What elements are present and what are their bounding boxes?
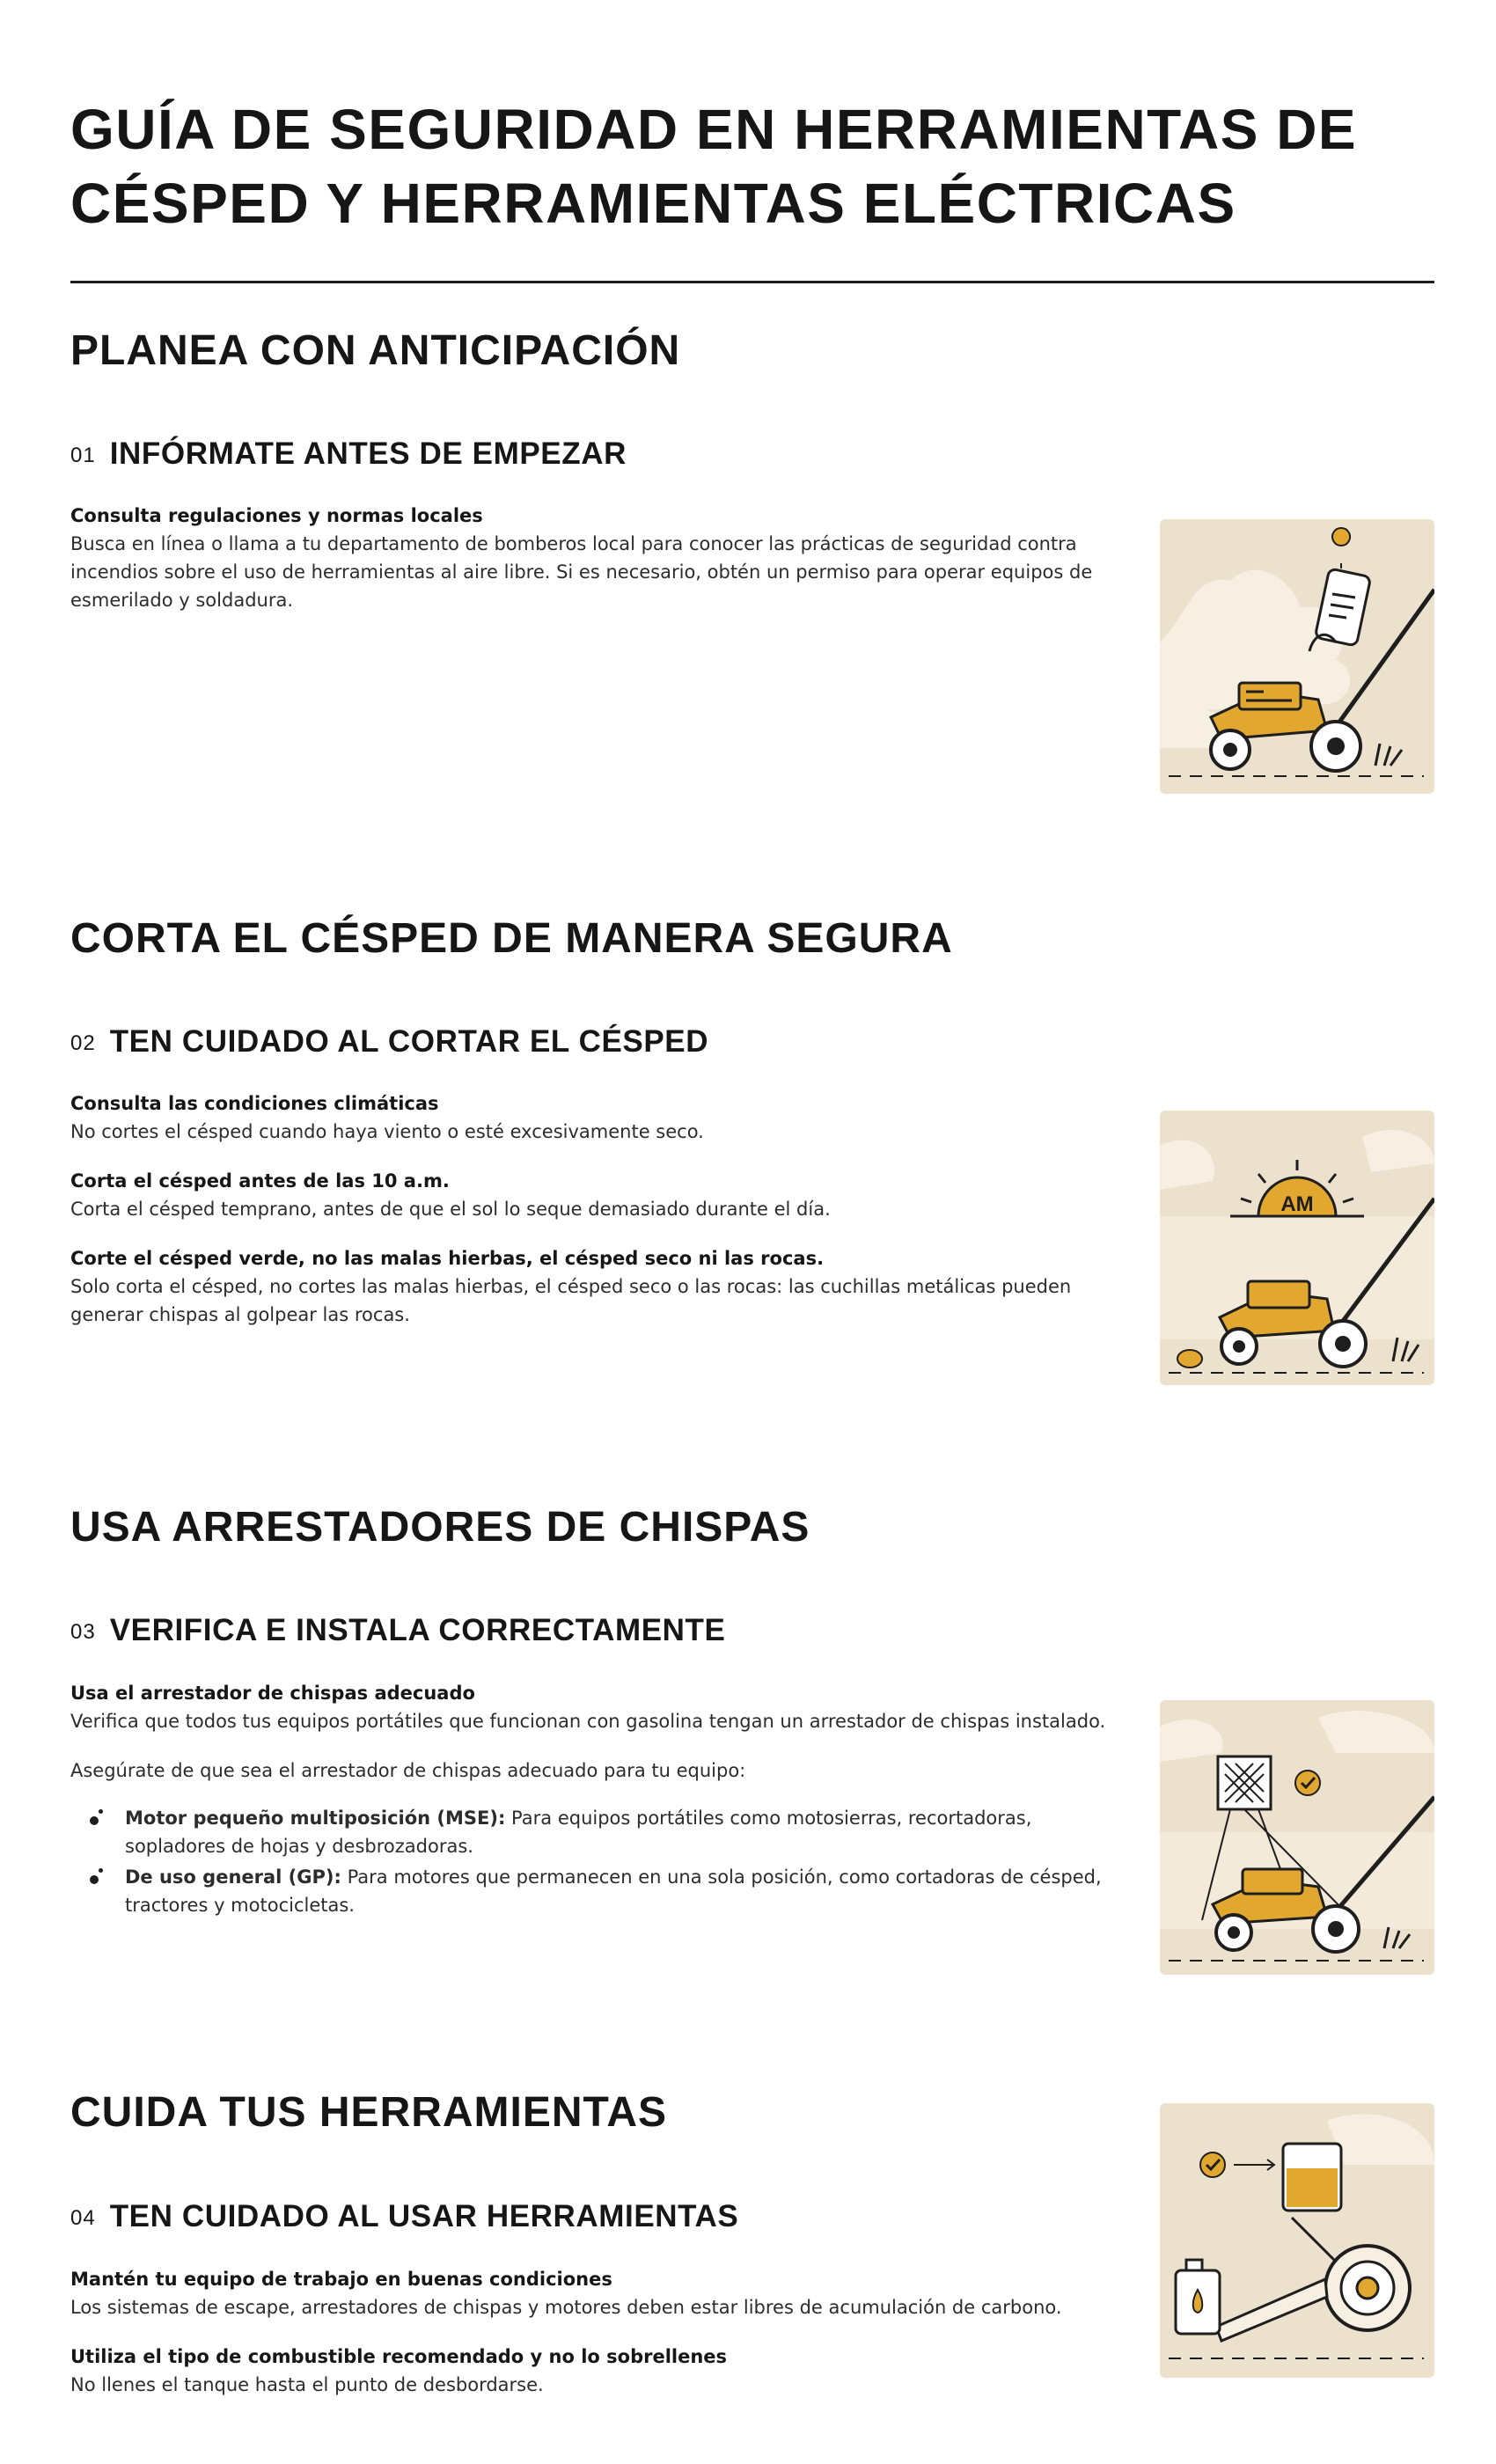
bullet-text: Para motores que permanecen en una sola posición, como cortadoras de césped, tractores y motocicletas.	[125, 1866, 1102, 1916]
intro-text: Asegúrate de que sea el arrestador de chispas adecuado para tu equipo:	[70, 1760, 746, 1781]
page-title: GUÍA DE SEGURIDAD EN HERRAMIENTAS DE CÉSPED Y HERRAMIENTAS ELÉCTRICAS	[70, 98, 1358, 235]
list-item	[125, 1804, 1109, 1860]
section-heading-mow: CORTA EL CÉSPED DE MANERA SEGURA	[70, 915, 953, 962]
block-text: Busca en línea o llama a tu departamento de bomberos local para conocer las prácticas de seguridad contra incendios sobre el uso de herramientas al aire libre. Si es necesario, obtén un permiso para operar equipos de esmerilado y soldadura.	[70, 533, 1093, 611]
block-subheading: Corte el césped verde, no las malas hierbas, el césped seco ni las rocas.	[70, 1248, 825, 1269]
section-heading-arrestors: USA ARRESTADORES DE CHISPAS	[70, 1504, 810, 1551]
step-title: INFÓRMATE ANTES DE EMPEZAR	[109, 436, 627, 471]
step-title: TEN CUIDADO AL USAR HERRAMIENTAS	[109, 2199, 739, 2233]
fuel-leaf-blower-illustration	[1160, 2103, 1434, 2378]
step-heading-01	[70, 435, 627, 475]
block-text: Verifica que todos tus equipos portátiles que funcionan con gasolina tengan un arrestador de chispas instalado.	[70, 1711, 1106, 1732]
block-text: No llenes el tanque hasta el punto de desbordarse.	[70, 2374, 544, 2395]
title-divider	[70, 281, 1434, 283]
bullet-text: Para equipos portátiles como motosierras, recortadoras, sopladores de hojas y desbrozadoras.	[125, 1808, 1032, 1857]
step-number: 02	[70, 1031, 96, 1055]
arrestor-type-list	[70, 1804, 1109, 1919]
section-heading-tools: CUIDA TUS HERRAMIENTAS	[70, 2089, 667, 2136]
block-subheading: Corta el césped antes de las 10 a.m.	[70, 1170, 450, 1192]
step-heading-02	[70, 1023, 708, 1063]
step-heading-04	[70, 2197, 738, 2238]
section-body-tools	[70, 2265, 1109, 2399]
block-text: Los sistemas de escape, arrestadores de chispas y motores deben estar libres de acumulación de carbono.	[70, 2297, 1062, 2318]
block-subheading: Utiliza el tipo de combustible recomendado y no lo sobrellenes	[70, 2346, 728, 2367]
spark-arrestor-illustration	[1160, 1700, 1434, 1975]
step-number: 04	[70, 2206, 96, 2230]
section-body-arrestors	[70, 1679, 1109, 1922]
step-title: VERIFICA E INSTALA CORRECTAMENTE	[109, 1613, 726, 1647]
step-number: 01	[70, 444, 96, 467]
section-heading-plan: PLANEA CON ANTICIPACIÓN	[70, 327, 681, 374]
step-heading-03	[70, 1611, 725, 1652]
step-title: TEN CUIDADO AL CORTAR EL CÉSPED	[109, 1024, 709, 1059]
list-item	[125, 1863, 1109, 1919]
sunrise-lawnmower-illustration	[1160, 1111, 1434, 1385]
section-body-mow	[70, 1089, 1109, 1329]
block-text: No cortes el césped cuando haya viento o esté excesivamente seco.	[70, 1121, 704, 1142]
step-number: 03	[70, 1620, 96, 1644]
phone-lawnmower-illustration	[1160, 519, 1434, 794]
section-body-plan	[70, 502, 1109, 614]
block-subheading: Consulta las condiciones climáticas	[70, 1093, 439, 1114]
bullet-term: Motor pequeño multiposición (MSE):	[125, 1808, 506, 1829]
block-text: Solo corta el césped, no cortes las malas hierbas, el césped seco o las rocas: las cuchillas metálicas pueden generar chispas al golpear las rocas.	[70, 1276, 1072, 1325]
am-label: AM	[1280, 1192, 1314, 1216]
bullet-term: De uso general (GP):	[125, 1866, 341, 1888]
block-text: Corta el césped temprano, antes de que el sol lo seque demasiado durante el día.	[70, 1199, 831, 1220]
block-subheading: Consulta regulaciones y normas locales	[70, 505, 483, 526]
block-subheading: Usa el arrestador de chispas adecuado	[70, 1683, 475, 1704]
block-subheading: Mantén tu equipo de trabajo en buenas condiciones	[70, 2269, 612, 2290]
